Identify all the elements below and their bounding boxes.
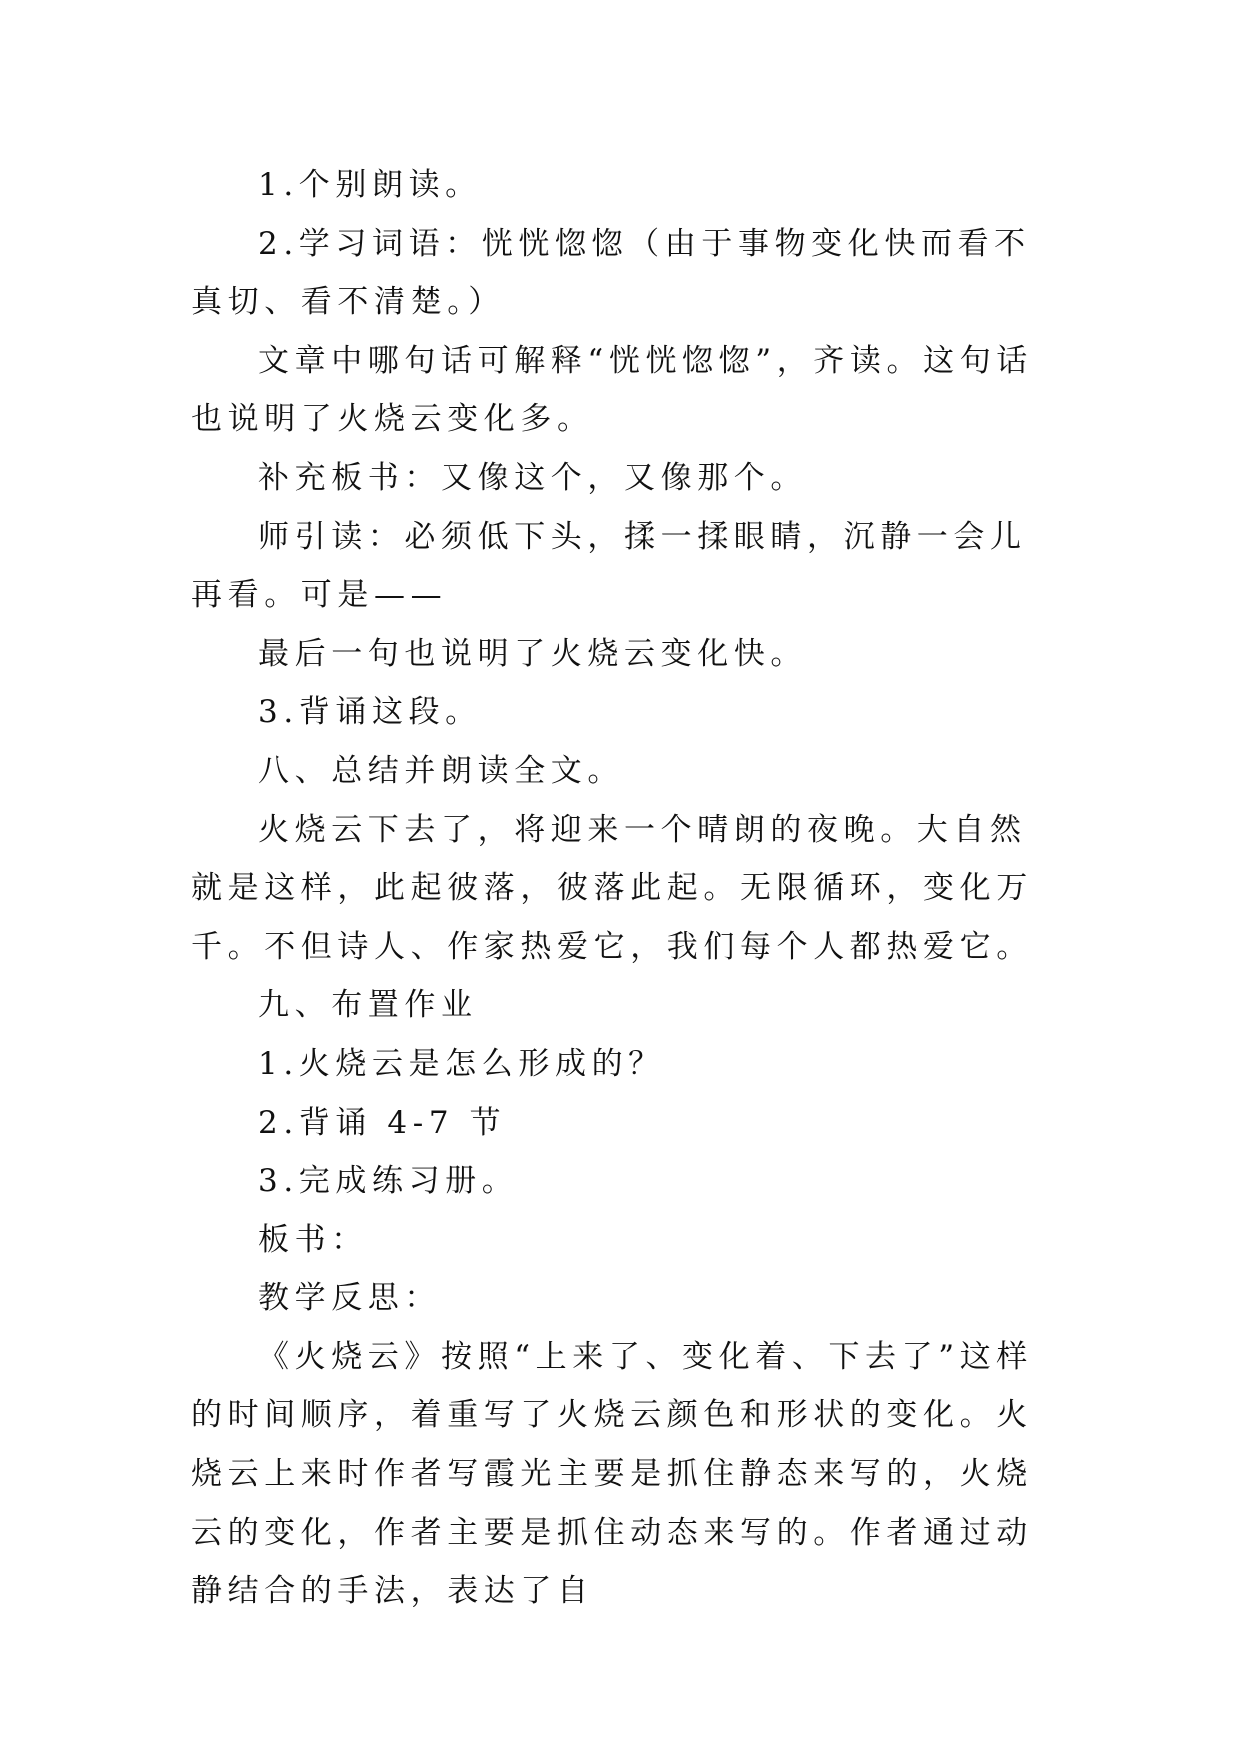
reflection-label: 教学反思： xyxy=(258,1280,441,1317)
section-heading-summary: 八、总结并朗读全文。 xyxy=(258,752,624,789)
paragraph-board-supplement: 补充板书：又像这个，又像那个。 xyxy=(258,459,807,496)
homework-item-2: 2.背诵 4-7 节 xyxy=(258,1104,507,1141)
board-writing-label: 板书： xyxy=(258,1221,368,1258)
paragraph-teacher-lead-reading: 师引读：必须低下头，揉一揉眼睛，沉静一会儿再看。可是—— xyxy=(191,518,1027,614)
homework-item-3: 3.完成练习册。 xyxy=(258,1163,519,1200)
paragraph-reflection-text: 《火烧云》按照“上来了、变化着、下去了”这样的时间顺序，着重写了火烧云颜色和形状的变化。火烧云上来时作者写霞光主要是抓住静态来写的，火烧云的变化，作者主要是抓住动态来写的。作者通过动静结合的手法，表达了自 xyxy=(191,1338,1033,1610)
document-page xyxy=(191,156,1049,1621)
paragraph-summary-text: 火烧云下去了，将迎来一个晴朗的夜晚。大自然就是这样，此起彼落，彼落此起。无限循环，变化万千。不但诗人、作家热爱它，我们每个人都热爱它。 xyxy=(191,811,1033,965)
paragraph-item-2: 2.学习词语：恍恍惚惚（由于事物变化快而看不真切、看不清楚。） xyxy=(191,225,1031,321)
paragraph-item-3: 3.背诵这段。 xyxy=(258,694,482,731)
homework-item-1: 1.火烧云是怎么形成的？ xyxy=(258,1045,665,1082)
paragraph-last-sentence: 最后一句也说明了火烧云变化快。 xyxy=(258,635,807,672)
paragraph-explain-phrase: 文章中哪句话可解释“恍恍惚惚”，齐读。这句话也说明了火烧云变化多。 xyxy=(191,342,1033,438)
section-heading-homework: 九、布置作业 xyxy=(258,987,478,1024)
paragraph-item-1: 1.个别朗读。 xyxy=(258,167,482,203)
